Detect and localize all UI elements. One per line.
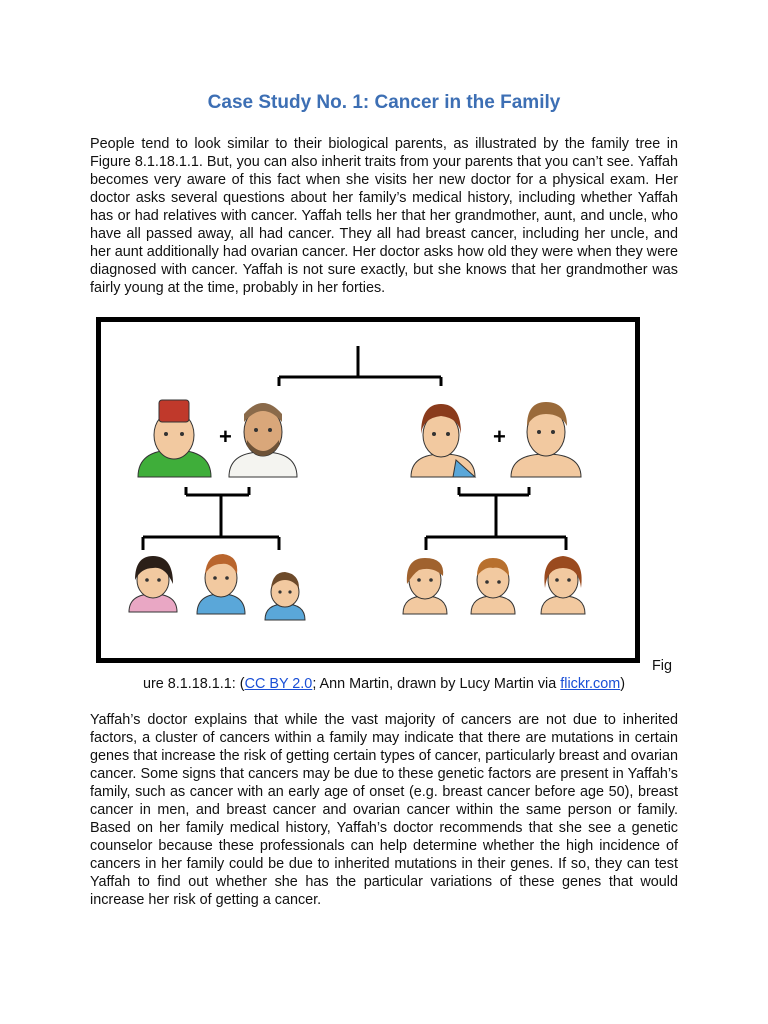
caption-fig-fragment: Fig (652, 658, 672, 674)
caption-suffix: ) (620, 676, 626, 692)
flickr-link[interactable]: flickr.com (560, 676, 621, 692)
plus-sign-right: + (493, 424, 506, 449)
intro-paragraph: People tend to look similar to their biological parents, as illustrated by the family tree in Figure 8.1.18.1.1. But, you can also inherit traits from your parents that you can’t see. Yaffah becomes very aware of this fact when she visits her new doctor for a physical exam. Her doctor asks several questions about her family’s medical history, including whether Yaffah has or had relatives with cancer. Yaffah tells her that her grandmother, aunt, and uncle, who have all passed away, all had cancer. They all had breast cancer, including her uncle, and her aunt additionally had ovarian cancer. Her doctor asks how old they were when they were diagnosed with cancer. Yaffah is not sure exactly, but she knows that her grandmother was fairly young at the time, probably in her forties. (90, 136, 678, 296)
child-right-1-figure (403, 558, 447, 614)
family-tree-illustration (101, 322, 635, 658)
plus-sign-left: + (219, 424, 232, 449)
cc-by-link[interactable]: CC BY 2.0 (244, 676, 313, 692)
child-right-3-figure (541, 556, 585, 614)
mother-figure (411, 404, 475, 477)
body-paragraph: Yaffah’s doctor explains that while the vast majority of cancers are not due to inherited factors, a cluster of cancers within a family may indicate that there are mutations in certain genes that increase the risk of getting certain types of cancer, particularly breast and ovarian cancer. Some signs that cancers may be due to these genetic factors are present in Yaffah’s family, such as cancer with an early age of onset (e.g. breast cancer before age 50), breast cancer in men, and breast cancer and ovarian cancer within the same person or family. Based on her family medical history, Yaffah’s doctor recommends that she see a genetic counselor because these professionals can help determine whether the high incidence of cancers in her family could be due to inherited mutations in their genes. If so, they can test Yaffah to find out whether she has the particular variations of these genes that would increase her risk of getting a cancer. (90, 712, 678, 908)
figure-caption (0, 676, 768, 692)
caption-prefix: ure 8.1.18.1.1: ( (142, 676, 245, 692)
grandfather-fez-figure (138, 400, 211, 477)
child-girl-left-figure (129, 556, 177, 612)
family-tree-figure (96, 317, 640, 663)
child-boy-blue-shirt-figure (197, 554, 245, 614)
page-title: Case Study No. 1: Cancer in the Family (207, 92, 561, 113)
child-small-boy-figure (265, 572, 305, 620)
caption-middle: ; Ann Martin, drawn by Lucy Martin via (312, 676, 561, 692)
father-figure (511, 402, 581, 477)
grandmother-figure (229, 403, 297, 477)
child-right-2-figure (471, 558, 515, 614)
